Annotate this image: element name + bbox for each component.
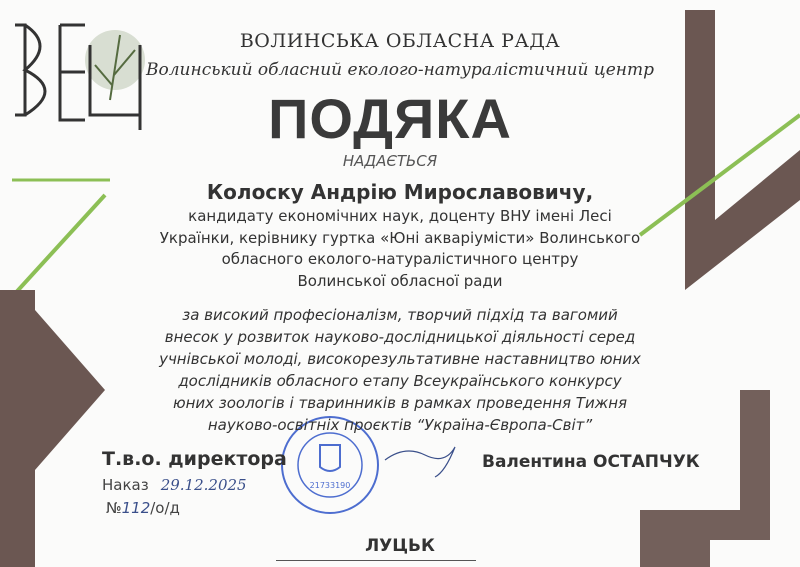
merit-line: юних зоологів і тваринників в рамках проведення Тижня (172, 394, 628, 412)
top-right-brown-shape (685, 10, 800, 290)
signatory-role: Т.в.о. директора (102, 448, 287, 470)
order-label: Наказ (102, 476, 149, 494)
order-number-prefix: № (106, 499, 122, 517)
merit-line: за високий професіоналізм, творчий підхід та вагомий (182, 306, 618, 324)
order-number (106, 499, 180, 518)
merit-line: учнівської молоді, високорезультативне наставництво юних (159, 350, 641, 368)
recipient-position (120, 206, 680, 292)
awarded-label: НАДАЄТЬСЯ (342, 152, 438, 170)
order-date: 29.12.2025 (160, 476, 247, 494)
order-number-value: 112 (121, 499, 151, 517)
city: ЛУЦЬК (365, 536, 435, 556)
handwritten-signature (385, 447, 455, 477)
merit-line: внесок у розвиток науково-дослідницької діяльності серед (164, 328, 636, 346)
position-line: Волинської обласної ради (297, 271, 503, 290)
center-name: Волинський обласний еколого-натуралістичний центр (146, 60, 654, 80)
merit-line: науково-освітніх проєктів “Україна-Європа-Світ” (207, 416, 593, 434)
order-number-suffix: /о/д (150, 499, 180, 517)
position-line: обласного еколого-натуралістичного центру (221, 250, 579, 268)
council-name: ВОЛИНСЬКА ОБЛАСНА РАДА (239, 30, 561, 52)
certificate-title: ПОДЯКА (268, 87, 512, 150)
merit-line: дослідників обласного етапу Всеукраїнського конкурсу (178, 372, 622, 390)
order-line (102, 476, 247, 495)
merit-text (110, 304, 690, 436)
position-line: кандидату економічних наук, доценту ВНУ імені Лесі (188, 207, 612, 225)
left-brown-chevron (0, 290, 105, 567)
signatory-name: Валентина ОСТАПЧУК (482, 452, 700, 472)
stamp-code: 21733190 (309, 481, 351, 490)
recipient-name: Колоску Андрію Мирославовичу, (206, 180, 594, 204)
position-line: Українки, керівнику гуртка «Юні акваріумісти» Волинського (159, 228, 641, 247)
divider (276, 560, 476, 561)
logo-icon (10, 15, 145, 150)
